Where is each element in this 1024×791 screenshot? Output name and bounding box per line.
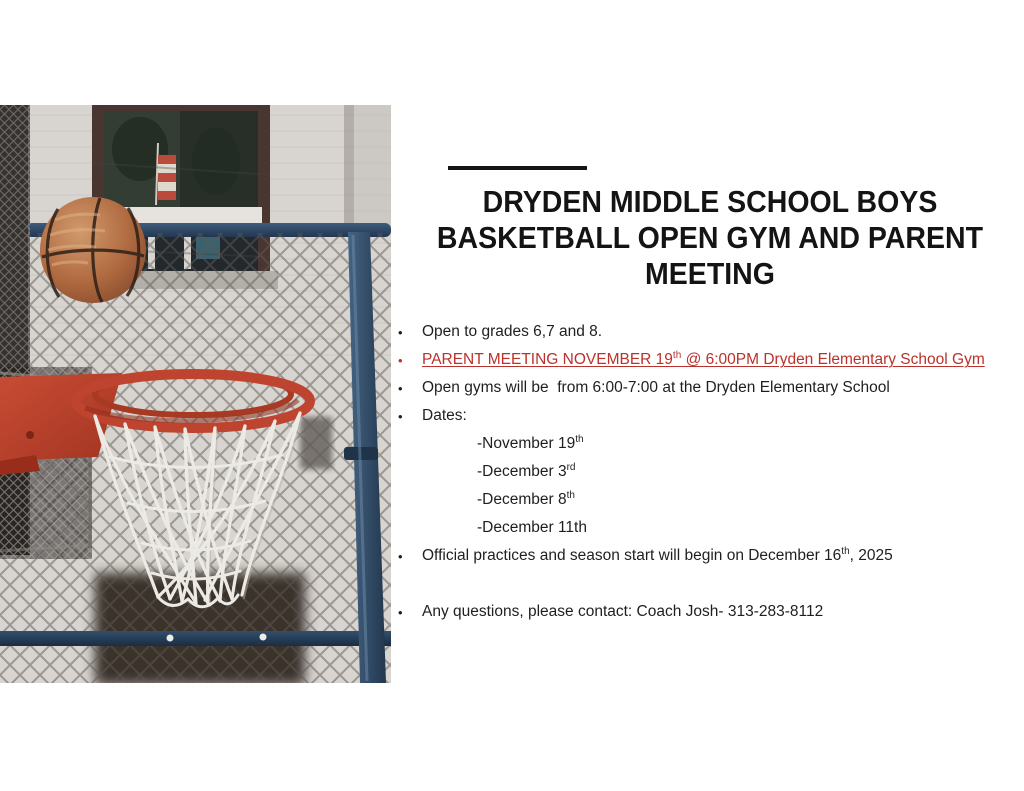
bullet-item: [398, 318, 1022, 346]
bullet-item: [398, 374, 1022, 402]
bullet-text: • Dates:: [422, 407, 467, 424]
fence-bottom-rail: [0, 631, 391, 646]
bullet-item: [398, 346, 1022, 374]
slide-title-line-2: BASKETBALL OPEN GYM AND PARENT: [436, 220, 984, 255]
bullet-item: [398, 542, 1022, 570]
bullet-text: • Official practices and season start will begin on December 16th, 2025: [422, 545, 893, 564]
bullet-text: -November 19th: [477, 433, 584, 452]
bullet-text: • Any questions, please contact: Coach Josh- 313-283-8112: [422, 603, 824, 620]
date-item: [398, 458, 1022, 486]
date-item: [398, 514, 1022, 542]
basketball-photo: [0, 105, 391, 683]
bullet-text: -December 3rd: [477, 461, 576, 480]
bullet-list: [398, 318, 1022, 626]
drainpipe: [344, 105, 354, 227]
date-item: [398, 430, 1022, 458]
slide-title-line-1: DRYDEN MIDDLE SCHOOL BOYS: [482, 184, 938, 219]
slide-title: [397, 184, 1023, 292]
bullet-text: • Open to grades 6,7 and 8.: [422, 323, 603, 340]
basketball-photo-art: [0, 105, 391, 683]
bullet-item: [398, 402, 1022, 430]
bullet-text: -December 8th: [477, 489, 575, 508]
list-spacer: [398, 570, 1022, 598]
bullet-text: • Open gyms will be from 6:00-7:00 at the Dryden Elementary School: [422, 379, 890, 396]
highlighted-meeting-text: • PARENT MEETING NOVEMBER 19th @ 6:00PM Dryden Elementary School Gym: [422, 349, 985, 368]
date-item: [398, 486, 1022, 514]
bullet-text: -December 11th: [477, 519, 587, 536]
title-accent-bar: [448, 166, 587, 170]
slide-title-line-3: MEETING: [645, 256, 775, 291]
basketball: [40, 197, 146, 303]
bullet-item: [398, 598, 1022, 626]
